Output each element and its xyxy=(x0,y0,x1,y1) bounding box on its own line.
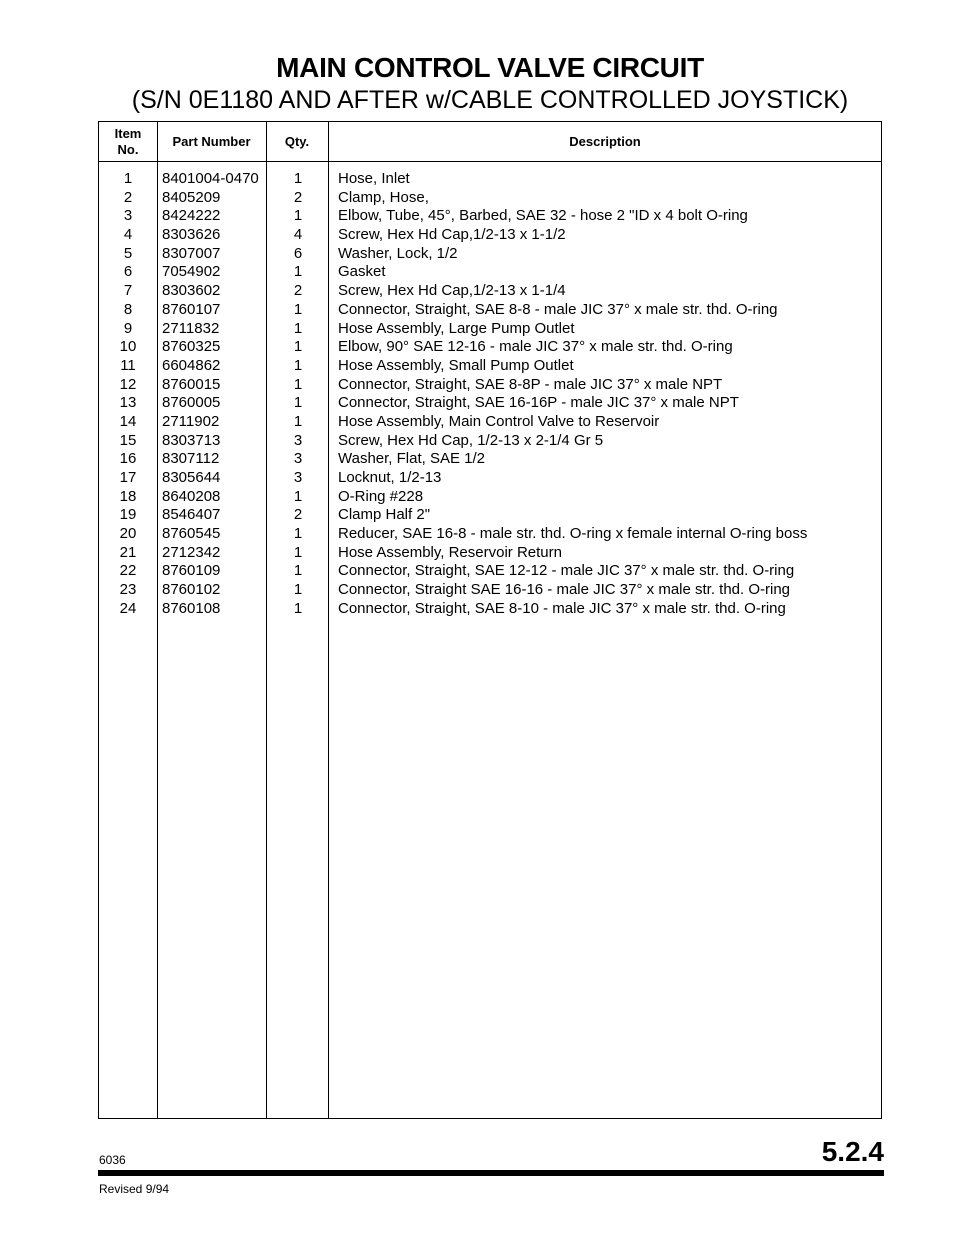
part-number-cell: 8760005 xyxy=(162,394,221,412)
part-number-cell: 8303713 xyxy=(162,431,221,449)
item-number-cell: 22 xyxy=(119,562,137,580)
part-number-cell: 7054902 xyxy=(162,263,221,281)
item-number-cell: 19 xyxy=(119,506,137,524)
quantity-cell: 1 xyxy=(293,412,303,430)
quantity-cell: 1 xyxy=(293,356,303,374)
table-row xyxy=(99,263,881,282)
part-number-cell: 2711832 xyxy=(162,319,220,337)
item-number-cell: 21 xyxy=(119,543,137,561)
description-cell: Hose Assembly, Large Pump Outlet xyxy=(338,319,575,337)
item-number-cell: 2 xyxy=(123,188,133,206)
header-item-no xyxy=(99,122,157,161)
part-number-cell: 8305644 xyxy=(162,469,221,486)
header-item-line2: No. xyxy=(117,141,139,157)
item-number-cell: 4 xyxy=(123,226,133,244)
table-row xyxy=(99,544,881,563)
quantity-cell: 1 xyxy=(293,543,303,561)
item-number-cell: 8 xyxy=(123,300,133,318)
quantity-cell: 1 xyxy=(293,394,303,412)
description-cell: Reducer, SAE 16-8 - male str. thd. O-ring x female internal O-ring boss xyxy=(338,525,808,543)
description-cell: Connector, Straight, SAE 12-12 - male JIC 37° x male str. thd. O-ring xyxy=(338,562,795,580)
item-number-cell: 14 xyxy=(119,412,137,430)
description-cell: Connector, Straight, SAE 8-8P - male JIC 37° x male NPT xyxy=(338,375,723,393)
part-number-cell: 8307007 xyxy=(162,244,221,262)
item-number-cell: 15 xyxy=(119,431,137,449)
table-row xyxy=(99,376,881,395)
table-row xyxy=(99,506,881,525)
quantity-cell: 1 xyxy=(293,581,303,599)
page-title: MAIN CONTROL VALVE CIRCUIT xyxy=(276,52,704,83)
item-number-cell: 12 xyxy=(119,375,137,393)
table-row xyxy=(99,207,881,226)
table-row xyxy=(99,357,881,376)
description-cell: Connector, Straight SAE 16-16 - male JIC 37° x male str. thd. O-ring xyxy=(338,581,791,599)
part-number-cell: 8303626 xyxy=(162,226,221,244)
table-body xyxy=(99,170,881,619)
quantity-cell: 1 xyxy=(293,207,303,225)
item-number-cell: 11 xyxy=(120,356,136,374)
part-number-cell: 8760109 xyxy=(162,562,221,580)
quantity-cell: 1 xyxy=(293,319,303,337)
table-row xyxy=(99,450,881,469)
description-cell: Locknut, 1/2-13 xyxy=(338,469,442,486)
item-number-cell: 9 xyxy=(123,319,133,337)
description-cell: Hose Assembly, Main Control Valve to Reservoir xyxy=(338,412,660,430)
table-row xyxy=(99,170,881,189)
quantity-cell: 2 xyxy=(293,506,303,524)
quantity-cell: 3 xyxy=(293,431,303,449)
item-number-cell: 16 xyxy=(119,450,137,468)
description-cell: Washer, Lock, 1/2 xyxy=(338,244,458,262)
header-description: Description xyxy=(569,133,641,149)
table-row xyxy=(99,282,881,301)
description-cell: Screw, Hex Hd Cap,1/2-13 x 1-1/4 xyxy=(338,282,566,300)
item-number-cell: 1 xyxy=(123,170,133,187)
quantity-cell: 3 xyxy=(293,469,303,486)
quantity-cell: 1 xyxy=(293,170,303,187)
part-number-cell: 6604862 xyxy=(162,356,221,374)
table-row xyxy=(99,600,881,619)
part-number-cell: 8760107 xyxy=(162,300,221,318)
description-cell: Hose Assembly, Small Pump Outlet xyxy=(338,356,574,374)
table-row xyxy=(99,394,881,413)
part-number-cell: 8307112 xyxy=(162,450,220,468)
table-row xyxy=(99,432,881,451)
quantity-cell: 1 xyxy=(293,599,303,617)
part-number-cell: 2711902 xyxy=(162,412,220,430)
footer-rule xyxy=(98,1170,884,1176)
table-row xyxy=(99,245,881,264)
description-cell: Hose, Inlet xyxy=(338,170,410,187)
quantity-cell: 1 xyxy=(293,562,303,580)
description-cell: Connector, Straight, SAE 16-16P - male JIC 37° x male NPT xyxy=(338,394,739,412)
description-cell: Hose Assembly, Reservoir Return xyxy=(338,543,562,561)
table-row xyxy=(99,469,881,488)
quantity-cell: 1 xyxy=(293,487,303,505)
description-cell: Connector, Straight, SAE 8-10 - male JIC 37° x male str. thd. O-ring xyxy=(338,599,786,617)
table-row xyxy=(99,581,881,600)
item-number-cell: 3 xyxy=(123,207,133,225)
description-cell: Gasket xyxy=(338,263,386,281)
table-row xyxy=(99,413,881,432)
item-number-cell: 10 xyxy=(119,338,137,356)
description-cell: Screw, Hex Hd Cap, 1/2-13 x 2-1/4 Gr 5 xyxy=(338,431,604,449)
description-cell: Screw, Hex Hd Cap,1/2-13 x 1-1/2 xyxy=(338,226,566,244)
table-row xyxy=(99,488,881,507)
quantity-cell: 1 xyxy=(293,338,303,356)
description-cell: O-Ring #228 xyxy=(338,487,424,505)
description-cell: Connector, Straight, SAE 8-8 - male JIC 37° x male str. thd. O-ring xyxy=(338,300,778,318)
header-divider xyxy=(99,161,881,162)
item-number-cell: 5 xyxy=(123,244,133,262)
quantity-cell: 1 xyxy=(293,375,303,393)
header-qty: Qty. xyxy=(284,133,310,149)
quantity-cell: 1 xyxy=(293,525,303,543)
item-number-cell: 7 xyxy=(123,282,133,300)
part-number-cell: 8760108 xyxy=(162,599,221,617)
quantity-cell: 2 xyxy=(293,188,303,206)
description-cell: Clamp, Hose, xyxy=(338,188,429,206)
item-number-cell: 24 xyxy=(119,599,137,617)
part-number-cell: 8303602 xyxy=(162,282,221,300)
part-number-cell: 2712342 xyxy=(162,543,221,561)
description-cell: Clamp Half 2" xyxy=(338,506,431,524)
section-number: 5.2.4 xyxy=(821,1136,884,1167)
table-row xyxy=(99,525,881,544)
item-number-cell: 6 xyxy=(123,263,133,281)
description-cell: Elbow, 90° SAE 12-16 - male JIC 37° x male str. thd. O-ring xyxy=(338,338,733,356)
part-number-cell: 8401004-0470 xyxy=(162,170,259,187)
part-number-cell: 8760545 xyxy=(162,525,221,543)
item-number-cell: 17 xyxy=(119,469,137,486)
part-number-cell: 8405209 xyxy=(162,188,221,206)
table-row xyxy=(99,562,881,581)
table-row xyxy=(99,226,881,245)
page-subtitle: (S/N 0E1180 AND AFTER w/CABLE CONTROLLED JOYSTICK) xyxy=(131,86,849,114)
item-number-cell: 18 xyxy=(119,487,137,505)
item-number-cell: 13 xyxy=(119,394,137,412)
table-row xyxy=(99,301,881,320)
part-number-cell: 8424222 xyxy=(162,207,221,225)
quantity-cell: 6 xyxy=(293,244,303,262)
parts-table xyxy=(98,121,882,1119)
document-number: 6036 xyxy=(99,1153,126,1167)
quantity-cell: 2 xyxy=(293,282,303,300)
quantity-cell: 3 xyxy=(293,450,303,468)
part-number-cell: 8760325 xyxy=(162,338,221,356)
part-number-cell: 8640208 xyxy=(162,487,221,505)
header-item-line1: Item xyxy=(114,125,142,141)
header-part-number: Part Number xyxy=(172,133,251,149)
part-number-cell: 8760102 xyxy=(162,581,221,599)
revision-date: Revised 9/94 xyxy=(99,1182,170,1196)
item-number-cell: 23 xyxy=(119,581,137,599)
quantity-cell: 1 xyxy=(293,263,303,281)
table-row xyxy=(99,338,881,357)
item-number-cell: 20 xyxy=(119,525,137,543)
quantity-cell: 4 xyxy=(293,226,303,244)
table-row xyxy=(99,320,881,339)
table-row xyxy=(99,189,881,208)
quantity-cell: 1 xyxy=(293,300,303,318)
description-cell: Elbow, Tube, 45°, Barbed, SAE 32 - hose 2 "ID x 4 bolt O-ring xyxy=(338,207,748,225)
part-number-cell: 8760015 xyxy=(162,375,221,393)
description-cell: Washer, Flat, SAE 1/2 xyxy=(338,450,486,468)
part-number-cell: 8546407 xyxy=(162,506,221,524)
